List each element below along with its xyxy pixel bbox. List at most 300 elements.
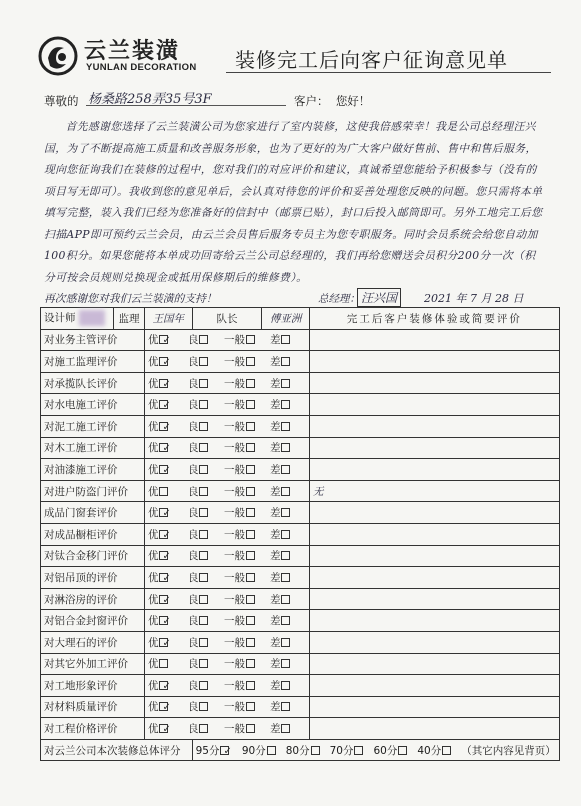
row-item-label: 对其它外加工评价 bbox=[41, 653, 145, 675]
rating-label: 良 bbox=[187, 377, 199, 390]
address-underline bbox=[86, 105, 286, 106]
rating-option[interactable] bbox=[224, 484, 270, 499]
rating-label: 良 bbox=[187, 355, 199, 368]
rating-option[interactable] bbox=[148, 354, 188, 369]
rating-label: 优 bbox=[147, 701, 159, 714]
row-rating bbox=[144, 437, 309, 459]
checkbox[interactable] bbox=[199, 508, 208, 517]
checkbox[interactable] bbox=[281, 681, 290, 690]
table-row bbox=[41, 675, 560, 697]
evaluation-rows bbox=[41, 329, 560, 739]
rating-label: 良 bbox=[187, 636, 199, 649]
table-row bbox=[41, 523, 560, 545]
rating-label: 差 bbox=[269, 355, 281, 368]
rating-option[interactable] bbox=[188, 548, 224, 563]
checkbox[interactable] bbox=[159, 659, 168, 668]
checkbox[interactable] bbox=[281, 508, 290, 517]
row-rating bbox=[144, 610, 309, 632]
row-item-label: 对施工监理评价 bbox=[41, 351, 145, 373]
checkbox[interactable] bbox=[199, 638, 208, 647]
rating-label: 优 bbox=[147, 485, 159, 498]
row-comment[interactable] bbox=[309, 415, 559, 437]
checkbox[interactable] bbox=[199, 681, 208, 690]
row-comment[interactable] bbox=[309, 372, 559, 394]
checkbox[interactable] bbox=[246, 443, 255, 452]
rating-label: 一般 bbox=[223, 420, 245, 433]
letter-paragraph: 首先感谢您选择了云兰装潢公司为您家进行了室内装修，这使我倍感荣幸！我是公司总经理汪兴国，为了不断提高施工质量和改善服务形象，也为了更好的为广大客户做好售前、售中和售后服务，现向您征询我们在装修的过程中，您对我们的对应评价和建议，真诚希望您能给予积极参与（没有的项目写无即可）。我收到您的意见单后，会认真对待您的评价和妥善处理您反映的问题。您只需将本单填写完整，装入我们已经为您准备好的信封中（邮票已贴），封口后投入邮筒即可。另外工地完工后您扫描APP即可预约云兰会员，由云兰会员售后服务专员主为您专职服务。同时会员系统会给您自动加100积分。如果您能将本单成功回寄给云兰公司总经理的，我们再给您赠送会员积分200分一次（积分可按会员规则兑换现金或抵用保修期后的维修费）。 bbox=[44, 120, 543, 284]
rating-label: 良 bbox=[187, 593, 199, 606]
rating-label: 良 bbox=[187, 507, 199, 520]
rating-option[interactable] bbox=[188, 635, 224, 650]
checkbox[interactable] bbox=[246, 551, 255, 560]
checkbox[interactable] bbox=[267, 746, 276, 755]
checkbox[interactable] bbox=[199, 465, 208, 474]
rating-option[interactable] bbox=[224, 678, 270, 693]
rating-label: 优 bbox=[147, 636, 159, 649]
rating-option[interactable] bbox=[224, 505, 270, 520]
score-option[interactable] bbox=[286, 745, 320, 757]
rating-label: 一般 bbox=[223, 571, 245, 584]
rating-option[interactable] bbox=[270, 699, 306, 714]
row-rating bbox=[144, 329, 309, 351]
rating-label: 优 bbox=[147, 463, 159, 476]
row-item-label: 对成品橱柜评价 bbox=[41, 523, 145, 545]
score-label: 70分 bbox=[329, 744, 354, 757]
score-option[interactable] bbox=[330, 745, 364, 757]
check-mark-icon: ✓ bbox=[162, 508, 171, 520]
rating-option[interactable] bbox=[270, 462, 306, 477]
row-item-label: 对水电施工评价 bbox=[41, 394, 145, 416]
score-option[interactable] bbox=[242, 745, 276, 757]
rating-option[interactable] bbox=[148, 505, 188, 520]
rating-label: 一般 bbox=[223, 701, 245, 714]
foreman-name: 傅亚洲 bbox=[262, 308, 310, 330]
checkbox[interactable] bbox=[159, 487, 168, 496]
rating-option[interactable] bbox=[148, 527, 188, 542]
row-rating bbox=[144, 351, 309, 373]
rating-option[interactable] bbox=[270, 397, 306, 412]
checkbox[interactable] bbox=[246, 400, 255, 409]
checkbox[interactable] bbox=[199, 379, 208, 388]
rating-option[interactable] bbox=[224, 592, 270, 607]
row-item-label: 成品门窗套评价 bbox=[41, 502, 145, 524]
checkbox[interactable] bbox=[246, 573, 255, 582]
rating-label: 良 bbox=[187, 463, 199, 476]
checkbox[interactable] bbox=[281, 357, 290, 366]
checkbox[interactable] bbox=[199, 616, 208, 625]
table-row bbox=[41, 459, 560, 481]
customer-label: 客户： bbox=[294, 94, 329, 108]
rating-option[interactable] bbox=[188, 354, 224, 369]
row-comment[interactable] bbox=[309, 437, 559, 459]
checkbox[interactable] bbox=[281, 422, 290, 431]
checkbox[interactable] bbox=[199, 595, 208, 604]
rating-label: 良 bbox=[187, 701, 199, 714]
rating-option[interactable] bbox=[148, 678, 188, 693]
table-header-row bbox=[41, 308, 560, 330]
row-rating bbox=[144, 567, 309, 589]
rating-option[interactable] bbox=[224, 440, 270, 455]
table-row bbox=[41, 351, 560, 373]
row-comment[interactable] bbox=[309, 394, 559, 416]
rating-label: 差 bbox=[269, 701, 281, 714]
row-rating bbox=[144, 653, 309, 675]
hello-text: 您好！ bbox=[335, 94, 371, 108]
checkbox[interactable] bbox=[281, 638, 290, 647]
rating-label: 良 bbox=[187, 420, 199, 433]
rating-label: 优 bbox=[147, 615, 159, 628]
check-mark-icon: ✓ bbox=[162, 356, 171, 368]
row-rating bbox=[144, 588, 309, 610]
checkbox[interactable] bbox=[311, 746, 320, 755]
rating-label: 良 bbox=[187, 528, 199, 541]
table-row bbox=[41, 372, 560, 394]
check-mark-icon: ✓ bbox=[162, 616, 171, 628]
checkbox[interactable] bbox=[281, 659, 290, 668]
checkbox[interactable] bbox=[199, 357, 208, 366]
checkbox[interactable] bbox=[281, 443, 290, 452]
rating-option[interactable] bbox=[270, 376, 306, 391]
rating-label: 优 bbox=[147, 507, 159, 520]
rating-option[interactable] bbox=[270, 354, 306, 369]
rating-label: 优 bbox=[147, 528, 159, 541]
rating-option[interactable] bbox=[188, 527, 224, 542]
checkbox[interactable] bbox=[246, 659, 255, 668]
rating-option[interactable] bbox=[270, 548, 306, 563]
rating-option[interactable] bbox=[224, 527, 270, 542]
rating-label: 一般 bbox=[223, 636, 245, 649]
total-label: 对云兰公司本次装修总体评分 bbox=[41, 739, 193, 761]
checkbox[interactable] bbox=[281, 465, 290, 474]
rating-option[interactable] bbox=[270, 419, 306, 434]
rating-option[interactable] bbox=[148, 440, 188, 455]
table-row bbox=[41, 588, 560, 610]
checkbox[interactable] bbox=[281, 335, 290, 344]
row-comment[interactable] bbox=[309, 351, 559, 373]
rating-option[interactable] bbox=[270, 527, 306, 542]
rating-label: 优 bbox=[147, 550, 159, 563]
rating-option[interactable] bbox=[188, 462, 224, 477]
rating-option[interactable] bbox=[270, 592, 306, 607]
row-rating bbox=[144, 631, 309, 653]
checkbox[interactable] bbox=[246, 422, 255, 431]
rating-option[interactable] bbox=[188, 570, 224, 585]
rating-option[interactable] bbox=[224, 635, 270, 650]
row-item-label: 对工程价格评价 bbox=[41, 718, 145, 740]
row-item-label: 对铝吊顶的评价 bbox=[41, 567, 145, 589]
checkbox[interactable] bbox=[246, 508, 255, 517]
rating-option[interactable] bbox=[270, 570, 306, 585]
checkbox[interactable] bbox=[246, 335, 255, 344]
rating-option[interactable] bbox=[188, 656, 224, 671]
row-comment[interactable] bbox=[309, 329, 559, 351]
rating-label: 差 bbox=[269, 723, 281, 736]
rating-label: 一般 bbox=[223, 658, 245, 671]
supervisor-name: 王国年 bbox=[144, 308, 192, 330]
rating-label: 优 bbox=[147, 658, 159, 671]
rating-label: 良 bbox=[187, 723, 199, 736]
row-rating bbox=[144, 502, 309, 524]
row-item-label: 对工地形象评价 bbox=[41, 675, 145, 697]
rating-option[interactable] bbox=[224, 332, 270, 347]
rating-label: 差 bbox=[269, 485, 281, 498]
row-comment[interactable] bbox=[309, 567, 559, 589]
check-mark-icon: ✓ bbox=[162, 572, 171, 584]
rating-option[interactable] bbox=[270, 332, 306, 347]
rating-option[interactable] bbox=[224, 548, 270, 563]
rating-label: 一般 bbox=[223, 615, 245, 628]
rating-option[interactable] bbox=[188, 699, 224, 714]
checkbox[interactable] bbox=[246, 595, 255, 604]
rating-option[interactable] bbox=[188, 376, 224, 391]
designer-label: 设计师 bbox=[44, 312, 76, 325]
check-mark-icon: ✓ bbox=[162, 551, 171, 563]
rating-option[interactable] bbox=[188, 678, 224, 693]
brand-name: 云兰装潢 bbox=[84, 39, 181, 64]
row-comment[interactable] bbox=[309, 523, 559, 545]
rating-option[interactable] bbox=[188, 484, 224, 499]
checkbox[interactable] bbox=[398, 746, 407, 755]
rating-option[interactable] bbox=[148, 613, 188, 628]
rating-label: 一般 bbox=[223, 550, 245, 563]
row-item-label: 对钛合金移门评价 bbox=[41, 545, 145, 567]
foreman-label: 队长 bbox=[216, 312, 238, 325]
rating-option[interactable] bbox=[270, 635, 306, 650]
rating-option[interactable] bbox=[148, 462, 188, 477]
checkbox[interactable] bbox=[281, 530, 290, 539]
checkbox[interactable] bbox=[246, 379, 255, 388]
row-item-label: 对大理石的评价 bbox=[41, 631, 145, 653]
rating-option[interactable] bbox=[270, 678, 306, 693]
rating-label: 一般 bbox=[223, 507, 245, 520]
signer-label: 总经理： bbox=[318, 293, 360, 305]
table-row bbox=[41, 567, 560, 589]
rating-label: 差 bbox=[269, 528, 281, 541]
table-row bbox=[41, 545, 560, 567]
rating-label: 差 bbox=[269, 334, 281, 347]
rating-option[interactable] bbox=[270, 613, 306, 628]
table-row bbox=[41, 610, 560, 632]
rating-option[interactable] bbox=[224, 397, 270, 412]
row-comment[interactable] bbox=[309, 610, 559, 632]
checkbox[interactable] bbox=[199, 487, 208, 496]
checkbox[interactable] bbox=[199, 400, 208, 409]
score-option[interactable] bbox=[196, 745, 232, 757]
check-mark-icon: ✓ bbox=[162, 680, 171, 692]
rating-option[interactable] bbox=[270, 656, 306, 671]
checkbox[interactable] bbox=[246, 638, 255, 647]
rating-label: 差 bbox=[269, 593, 281, 606]
rating-label: 差 bbox=[269, 550, 281, 563]
checkbox[interactable] bbox=[281, 400, 290, 409]
checkbox[interactable] bbox=[199, 335, 208, 344]
rating-label: 一般 bbox=[223, 355, 245, 368]
rating-option[interactable] bbox=[148, 548, 188, 563]
rating-label: 良 bbox=[187, 399, 199, 412]
rating-label: 差 bbox=[269, 679, 281, 692]
score-label: 40分 bbox=[417, 744, 442, 757]
checkbox[interactable] bbox=[199, 551, 208, 560]
rating-label: 一般 bbox=[223, 399, 245, 412]
check-mark-icon: ✓ bbox=[162, 400, 171, 412]
rating-option[interactable] bbox=[270, 484, 306, 499]
row-item-label: 对油漆施工评价 bbox=[41, 459, 145, 481]
rating-label: 优 bbox=[147, 723, 159, 736]
rating-option[interactable] bbox=[224, 721, 270, 736]
rating-label: 差 bbox=[269, 420, 281, 433]
total-score-row bbox=[41, 739, 560, 761]
score-option[interactable] bbox=[373, 745, 407, 757]
checkbox[interactable] bbox=[199, 530, 208, 539]
row-comment[interactable] bbox=[309, 588, 559, 610]
rating-option[interactable] bbox=[188, 397, 224, 412]
row-comment[interactable] bbox=[309, 631, 559, 653]
checkbox[interactable] bbox=[199, 724, 208, 733]
row-rating bbox=[144, 718, 309, 740]
table-row bbox=[41, 415, 560, 437]
rating-label: 优 bbox=[147, 334, 159, 347]
table-row bbox=[41, 480, 560, 502]
checkbox[interactable] bbox=[199, 573, 208, 582]
row-item-label: 对承揽队长评价 bbox=[41, 372, 145, 394]
check-mark-icon: ✓ bbox=[162, 335, 171, 347]
rating-label: 良 bbox=[187, 679, 199, 692]
checkbox[interactable] bbox=[246, 681, 255, 690]
rating-label: 优 bbox=[147, 420, 159, 433]
checkbox[interactable] bbox=[354, 746, 363, 755]
rating-option[interactable] bbox=[188, 332, 224, 347]
table-row bbox=[41, 653, 560, 675]
rating-label: 良 bbox=[187, 334, 199, 347]
checkbox[interactable] bbox=[199, 422, 208, 431]
signer-stamp: 汪兴国 bbox=[357, 288, 401, 307]
rating-option[interactable] bbox=[148, 332, 188, 347]
checkbox[interactable] bbox=[281, 595, 290, 604]
rating-option[interactable] bbox=[270, 721, 306, 736]
checkbox[interactable] bbox=[281, 724, 290, 733]
rating-label: 一般 bbox=[223, 528, 245, 541]
rating-option[interactable] bbox=[270, 505, 306, 520]
checkbox[interactable] bbox=[246, 530, 255, 539]
total-score-options bbox=[192, 739, 559, 761]
rating-label: 一般 bbox=[223, 593, 245, 606]
table-row bbox=[41, 718, 560, 740]
checkbox[interactable] bbox=[281, 551, 290, 560]
score-label: 95分 bbox=[195, 744, 220, 757]
row-item-label: 对木工施工评价 bbox=[41, 437, 145, 459]
rating-option[interactable] bbox=[148, 699, 188, 714]
checkbox[interactable] bbox=[199, 702, 208, 711]
row-rating bbox=[144, 459, 309, 481]
row-comment[interactable] bbox=[309, 718, 559, 740]
checkbox[interactable] bbox=[246, 465, 255, 474]
table-row bbox=[41, 329, 560, 351]
rating-option[interactable] bbox=[188, 592, 224, 607]
rating-option[interactable] bbox=[148, 656, 188, 671]
rating-option[interactable] bbox=[148, 570, 188, 585]
row-item-label: 对材料质量评价 bbox=[41, 696, 145, 718]
evaluation-table bbox=[40, 307, 560, 761]
checkbox[interactable] bbox=[246, 487, 255, 496]
rating-label: 一般 bbox=[223, 485, 245, 498]
row-comment[interactable] bbox=[309, 675, 559, 697]
score-option[interactable] bbox=[417, 745, 451, 757]
rating-label: 差 bbox=[269, 463, 281, 476]
rating-option[interactable] bbox=[148, 721, 188, 736]
row-comment[interactable] bbox=[309, 653, 559, 675]
rating-option[interactable] bbox=[148, 484, 188, 499]
rating-option[interactable] bbox=[270, 440, 306, 455]
rating-option[interactable] bbox=[224, 462, 270, 477]
supervisor-label: 监理 bbox=[114, 308, 145, 330]
rating-option[interactable] bbox=[224, 656, 270, 671]
rating-option[interactable] bbox=[188, 613, 224, 628]
row-rating bbox=[144, 394, 309, 416]
rating-option[interactable] bbox=[224, 613, 270, 628]
rating-option[interactable] bbox=[188, 505, 224, 520]
rating-option[interactable] bbox=[148, 635, 188, 650]
rating-label: 差 bbox=[269, 636, 281, 649]
checkbox[interactable] bbox=[281, 702, 290, 711]
checkbox[interactable] bbox=[246, 616, 255, 625]
rating-label: 优 bbox=[147, 399, 159, 412]
checkbox[interactable] bbox=[281, 616, 290, 625]
score-label: 90分 bbox=[241, 744, 266, 757]
checkbox[interactable] bbox=[246, 357, 255, 366]
row-rating bbox=[144, 372, 309, 394]
checkbox[interactable] bbox=[281, 573, 290, 582]
row-rating bbox=[144, 545, 309, 567]
checkbox[interactable] bbox=[199, 659, 208, 668]
rating-option[interactable] bbox=[224, 354, 270, 369]
rating-option[interactable] bbox=[148, 376, 188, 391]
feedback-title: 完工后客户装修体验或简要评价 bbox=[309, 308, 559, 330]
rating-option[interactable] bbox=[224, 570, 270, 585]
checkbox[interactable] bbox=[199, 443, 208, 452]
rating-label: 优 bbox=[147, 593, 159, 606]
rating-option[interactable] bbox=[148, 419, 188, 434]
rating-label: 差 bbox=[269, 658, 281, 671]
checkbox[interactable] bbox=[246, 724, 255, 733]
rating-option[interactable] bbox=[188, 721, 224, 736]
rating-option[interactable] bbox=[188, 440, 224, 455]
rating-label: 一般 bbox=[223, 679, 245, 692]
checkbox[interactable] bbox=[246, 702, 255, 711]
letter-date: 2021 年 7 月 28 日 bbox=[424, 292, 524, 305]
row-comment[interactable] bbox=[309, 459, 559, 481]
rating-option[interactable] bbox=[148, 397, 188, 412]
row-comment[interactable] bbox=[309, 696, 559, 718]
rating-option[interactable] bbox=[188, 419, 224, 434]
customer-address: 杨桑路258弄35号3F bbox=[88, 92, 212, 107]
checkbox[interactable] bbox=[442, 746, 451, 755]
rating-option[interactable] bbox=[224, 699, 270, 714]
table-row bbox=[41, 394, 560, 416]
score-label: 80分 bbox=[285, 744, 310, 757]
check-mark-icon: ✓ bbox=[162, 724, 171, 736]
row-comment[interactable] bbox=[309, 502, 559, 524]
checkbox[interactable] bbox=[281, 487, 290, 496]
rating-option[interactable] bbox=[224, 419, 270, 434]
rating-option[interactable] bbox=[148, 592, 188, 607]
rating-label: 差 bbox=[269, 507, 281, 520]
row-comment[interactable]: 无 bbox=[309, 480, 559, 502]
checkbox[interactable] bbox=[281, 379, 290, 388]
rating-option[interactable] bbox=[224, 376, 270, 391]
score-label: 60分 bbox=[373, 744, 398, 757]
check-mark-icon: ✓ bbox=[162, 464, 171, 476]
row-comment[interactable] bbox=[309, 545, 559, 567]
